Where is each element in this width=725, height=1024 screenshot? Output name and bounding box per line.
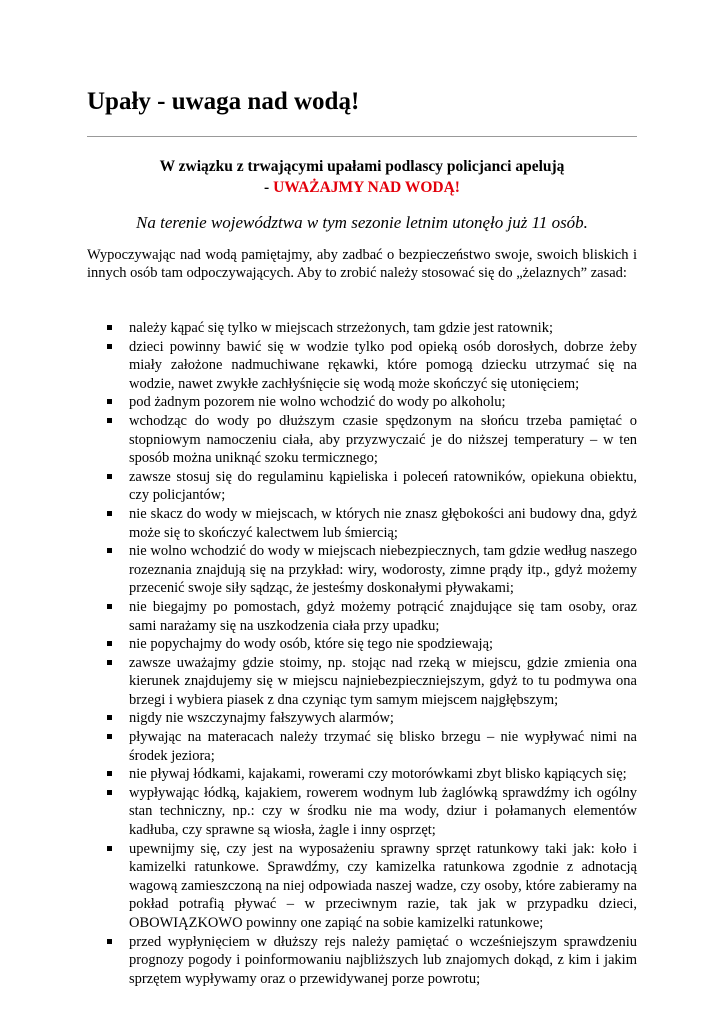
square-bullet-icon [107, 641, 112, 646]
horizontal-divider [87, 136, 637, 137]
square-bullet-icon [107, 344, 112, 349]
headline-line-2 [87, 177, 637, 198]
rule-text: zawsze uważajmy gdzie stoimy, np. stojąc nad rzeką w miejscu, gdzie zmienia ona kierunek znajdujemy się w miejscu najniebezpieczniejszym, gdyż to tu podmywa ona brzegi i wybiera piasek z dna czyniąc tym samym miejscem najgłębszym; [129, 654, 637, 708]
headline-red-slogan: UWAŻAJMY NAD WODĄ! [273, 179, 460, 196]
rule-text: upewnijmy się, czy jest na wyposażeniu sprawny sprzęt ratunkowy taki jak: koło i kamizelki ratunkowe. Sprawdźmy, czy kamizelka ratunkowa zgodnie z adnotacją wagową zamieszczoną na niej odpowiada naszej wadze, czy osoby, które zabieramy na pokład potrafią pływać – w przeciwnym razie, tak jak w przypadku dzieci, OBOWIĄZKOWO powinny one zapiąć na sobie kamizelki ratunkowe; [129, 840, 637, 931]
rule-text: wchodząc do wody po dłuższym czasie spędzonym na słońcu trzeba pamiętać o stopniowym namoczeniu ciała, aby przyzwyczaić je do niższej temperatury – w ten sposób można uniknąć szoku termicznego; [129, 412, 637, 467]
rule-text: pływając na materacach należy trzymać się blisko brzegu – nie wypływać nimi na środek jeziora; [129, 729, 637, 764]
rule-item [87, 840, 637, 933]
square-bullet-icon [107, 939, 112, 944]
intro-paragraph: Wypoczywając nad wodą pamiętajmy, aby zadbać o bezpieczeństwo swoje, swoich bliskich i innych osób tam odpoczywających. Aby to zrobić należy stosować się do „żelaznych” zasad: [87, 247, 637, 282]
rule-item [87, 542, 637, 598]
page-title: Upały - uwaga nad wodą! [87, 88, 360, 115]
rule-text: nigdy nie wszczynajmy fałszywych alarmów; [129, 710, 394, 727]
rule-item [87, 505, 637, 542]
rule-item [87, 468, 637, 505]
rule-text: pod żadnym pozorem nie wolno wchodzić do wody po alkoholu; [129, 394, 506, 411]
rule-item [87, 319, 637, 338]
square-bullet-icon [107, 846, 112, 851]
square-bullet-icon [107, 511, 112, 516]
rule-text: dzieci powinny bawić się w wodzie tylko pod opieką osób dorosłych, dobrze żeby miały założone nadmuchiwane rękawki, które pomogą dziecku utrzymać się na wodzie, nawet zwykłe zachłyśnięcie się wodą może skończyć się utonięciem; [129, 338, 637, 392]
rule-item [87, 784, 637, 840]
rule-text: zawsze stosuj się do regulaminu kąpieliska i poleceń ratowników, opiekuna obiektu, czy policjantów; [129, 468, 637, 504]
square-bullet-icon [107, 399, 112, 404]
headline-dash: - [264, 179, 274, 196]
rule-item [87, 412, 637, 468]
square-bullet-icon [107, 660, 112, 665]
rule-item [87, 728, 637, 765]
appeal-headline [87, 156, 637, 198]
rule-item [87, 933, 637, 989]
square-bullet-icon [107, 418, 112, 423]
rule-item [87, 338, 637, 394]
rule-item [87, 654, 637, 710]
drowning-statistic: Na terenie województwa w tym sezonie letnim utonęło już 11 osób. [136, 213, 588, 232]
rule-item [87, 765, 637, 784]
square-bullet-icon [107, 715, 112, 720]
rule-text: należy kąpać się tylko w miejscach strzeżonych, tam gdzie jest ratownik; [129, 320, 553, 336]
rule-text: przed wypłynięciem w dłuższy rejs należy pamiętać o wcześniejszym sprawdzeniu prognozy pogody i poinformowaniu najbliższych lub znajomych dokąd, z kim i jakim sprzętem wypływamy oraz o przewidywanej porze powrotu; [129, 933, 637, 987]
headline-line-1: W związku z trwającymi upałami podlascy policjanci apelują [159, 158, 565, 175]
square-bullet-icon [107, 790, 112, 795]
rule-text: nie wolno wchodzić do wody w miejscach niebezpiecznych, tam gdzie według naszego rozeznania znajdują się na przykład: wiry, wodorosty, zimne prądy itp., gdyż możemy przecenić swoje siły sądząc, że jesteśmy doskonałymi pływakami; [129, 543, 637, 597]
square-bullet-icon [107, 604, 112, 609]
rule-item [87, 635, 637, 654]
square-bullet-icon [107, 548, 112, 553]
square-bullet-icon [107, 474, 112, 479]
square-bullet-icon [107, 771, 112, 776]
square-bullet-icon [107, 734, 112, 739]
square-bullet-icon [107, 325, 112, 330]
rule-text: wypływając łódką, kajakiem, rowerem wodnym lub żaglówką sprawdźmy ich ogólny stan techniczny, np.: czy w środku nie ma wody, dziur i połamanych elementów kadłuba, czy sprawne są wiosła, żagle i inny osprzęt; [129, 784, 637, 839]
rule-text: nie pływaj łódkami, kajakami, rowerami czy motorówkami zbyt blisko kąpiących się; [129, 766, 627, 783]
rule-text: nie popychajmy do wody osób, które się tego nie spodziewają; [129, 636, 494, 653]
rule-item [87, 393, 637, 412]
rule-item [87, 709, 637, 728]
rule-text: nie skacz do wody w miejscach, w których nie znasz głębokości ani budowy dna, gdyż może się to skończyć kalectwem lub śmiercią; [129, 505, 637, 541]
rule-text: nie biegajmy po pomostach, gdyż możemy potrącić znajdujące się tam osoby, oraz sami narażamy się na uszkodzenia ciała przy upadku; [129, 598, 637, 634]
rule-item [87, 598, 637, 635]
safety-rules-list [87, 319, 637, 988]
